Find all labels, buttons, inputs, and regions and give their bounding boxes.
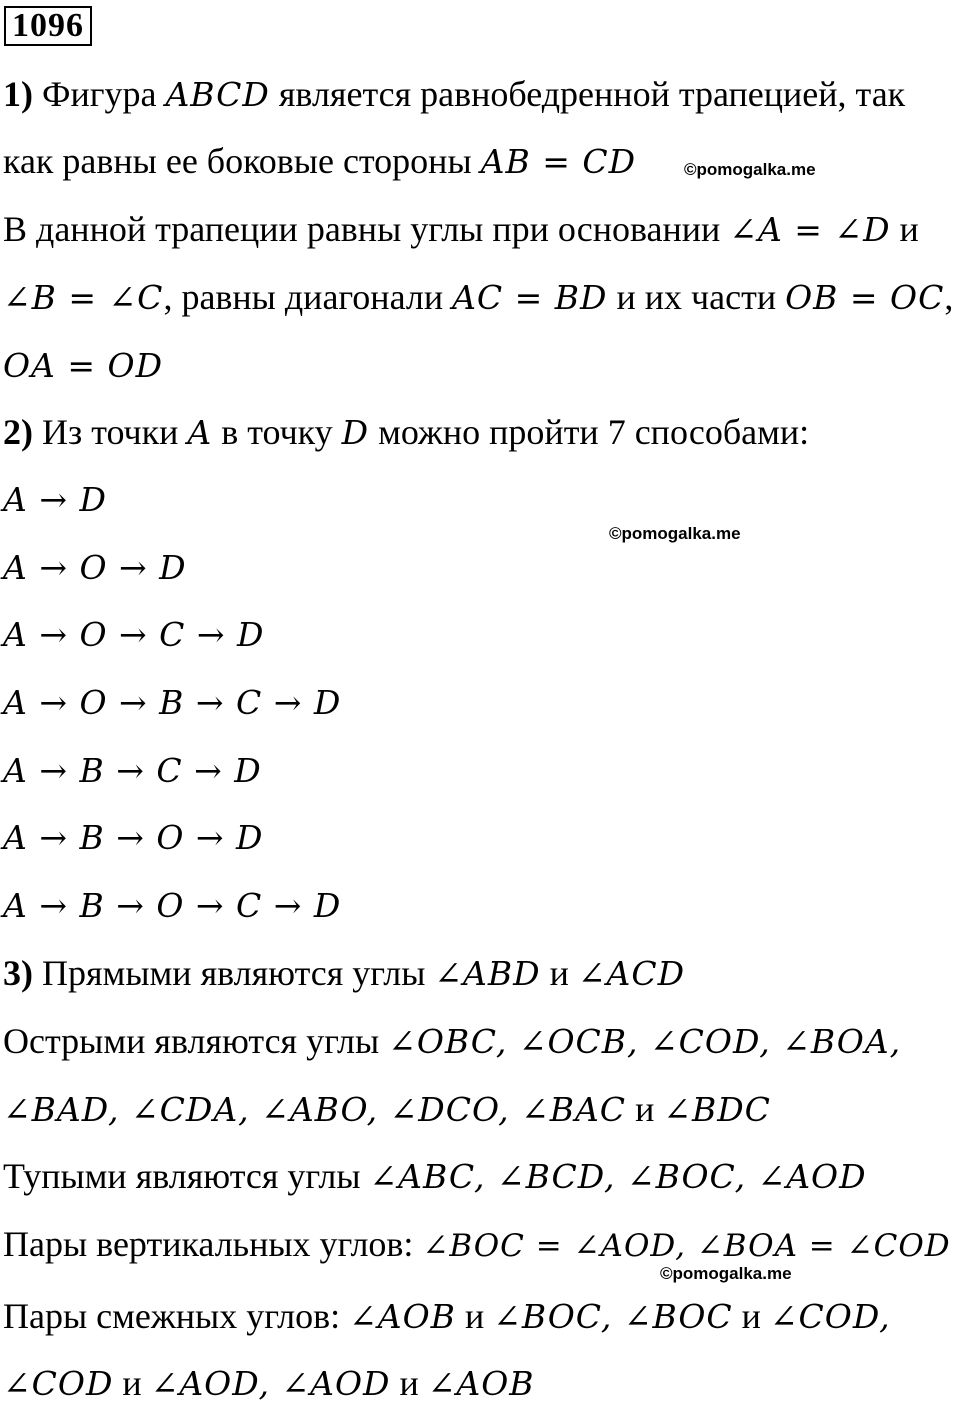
path-3: A → O → C → D	[3, 615, 265, 654]
part2-label: 2)	[3, 412, 33, 452]
math: ∠BAD, ∠CDA, ∠ABO, ∠DCO, ∠BAC	[3, 1090, 627, 1129]
text: Фигура	[33, 74, 166, 114]
math: ∠AOB	[349, 1297, 456, 1336]
watermark: ©pomogalka.me	[684, 160, 816, 179]
text: и	[890, 209, 919, 249]
text: и	[390, 1363, 428, 1403]
part1-label: 1)	[3, 74, 33, 114]
text: Пары смежных углов:	[3, 1296, 350, 1336]
text: ,	[944, 277, 954, 317]
math: OB = OC	[785, 278, 945, 317]
part1-line-4	[3, 275, 953, 320]
text: является равнобедренной трапецией, так	[269, 74, 906, 114]
math: ∠A = ∠D	[729, 210, 891, 249]
part3-line-7	[3, 1361, 535, 1406]
text: и	[732, 1296, 770, 1336]
path-6: A → B → O → D	[3, 818, 264, 857]
part3-line-2	[3, 1019, 901, 1064]
math: ∠BOC, ∠BOC	[493, 1297, 733, 1336]
text: в точку	[212, 412, 342, 452]
part3-line-6	[3, 1294, 891, 1339]
math: ∠B = ∠C	[3, 278, 164, 317]
watermark: ©pomogalka.me	[660, 1264, 792, 1283]
part2-intro	[3, 410, 809, 455]
text: можно пройти 7 способами:	[369, 412, 810, 452]
path-1: A → D	[3, 480, 107, 519]
text: Пары вертикальных углов:	[3, 1224, 423, 1264]
part3-line-3	[3, 1087, 771, 1132]
text: и	[540, 953, 578, 993]
text: и	[113, 1363, 151, 1403]
path-4: A → O → B → C → D	[3, 683, 342, 722]
math: ∠ABD	[434, 954, 541, 993]
math: A	[187, 413, 213, 452]
text: , равны диагонали	[163, 277, 453, 317]
part3-line-1	[3, 951, 685, 996]
math: ∠BOC = ∠AOD, ∠BOA = ∠COD	[422, 1228, 951, 1264]
part3-line-4	[3, 1154, 867, 1199]
path-2: A → O → D	[3, 548, 187, 587]
math: OA = OD	[3, 346, 164, 385]
path-5: A → B → C → D	[3, 751, 262, 790]
math: ∠AOB	[427, 1364, 535, 1403]
part1-line-1	[3, 72, 905, 117]
text: и	[455, 1296, 494, 1336]
math: ∠OBC, ∠OCB, ∠COD, ∠BOA,	[388, 1022, 902, 1061]
math: ∠ACD	[577, 954, 686, 993]
text: Тупыми являются углы	[3, 1156, 370, 1196]
path-7: A → B → O → C → D	[3, 886, 342, 925]
math: ∠COD,	[769, 1297, 891, 1336]
math: AC = BD	[452, 278, 608, 317]
text: и	[626, 1089, 664, 1129]
part1-line-2	[3, 139, 636, 184]
part3-label: 3)	[3, 953, 33, 993]
text: как равны ее боковые стороны	[3, 141, 481, 181]
task-number: 1096	[4, 6, 92, 46]
part3-line-5	[3, 1222, 951, 1268]
math: ABCD	[165, 75, 270, 114]
watermark: ©pomogalka.me	[609, 524, 741, 543]
text: и их части	[607, 277, 786, 317]
math: D	[341, 413, 370, 452]
math: ∠AOD, ∠AOD	[150, 1364, 391, 1403]
math: ∠COD	[3, 1364, 114, 1403]
text: В данной трапеции равны углы при основании	[3, 209, 730, 249]
part1-line-3	[3, 207, 919, 252]
math: ∠ABC, ∠BCD, ∠BOC, ∠AOD	[369, 1157, 867, 1196]
text: Из точки	[33, 412, 188, 452]
math: ∠BDC	[663, 1090, 771, 1129]
text: Прямыми являются углы	[33, 953, 435, 993]
math: AB = CD	[480, 142, 637, 181]
text: Острыми являются углы	[3, 1021, 389, 1061]
part1-line-5	[3, 343, 163, 388]
